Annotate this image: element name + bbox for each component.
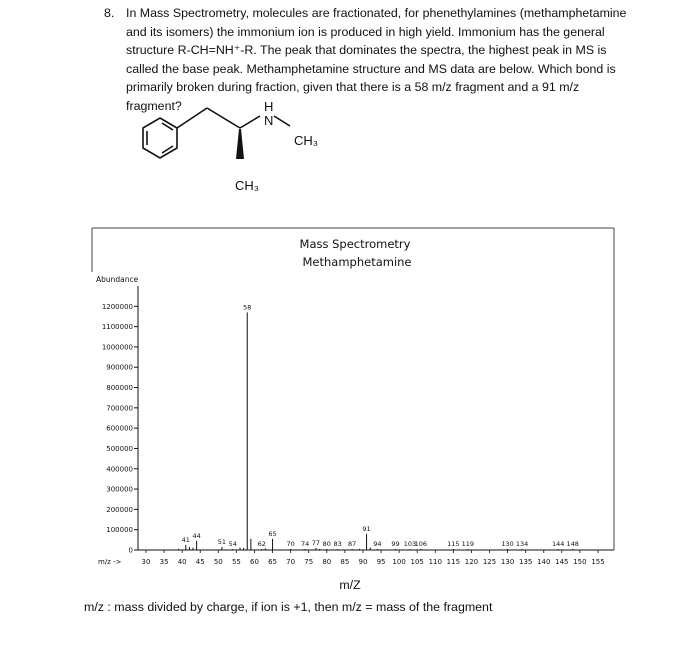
x-tick-label: 90	[358, 558, 368, 566]
alpha-methyl-label: CH₃	[235, 178, 260, 193]
peak-label: 70	[286, 540, 295, 548]
peak-label: 115	[447, 540, 460, 548]
n-methyl-label: CH₃	[294, 133, 319, 148]
x-tick-label: 120	[464, 558, 479, 566]
peak-label: 74	[300, 540, 310, 548]
x-tick-label: 110	[428, 558, 442, 566]
y-ticks	[102, 303, 138, 555]
x-tick-label: 105	[410, 558, 424, 566]
x-tick-label: 95	[376, 558, 386, 566]
x-tick-label: 70	[286, 558, 296, 566]
y-tick-label: 200000	[106, 505, 133, 514]
peak-label: 106	[414, 540, 428, 548]
x-tick-label: 65	[268, 558, 278, 566]
peak-label: 77	[311, 538, 321, 547]
peak-label: 58	[243, 303, 252, 312]
question-number: 8.	[104, 6, 115, 20]
x-tick-label: 30	[141, 558, 151, 566]
y-tick-label: 900000	[106, 363, 133, 372]
wedge-bond	[236, 129, 244, 159]
peaks	[179, 303, 579, 550]
y-tick-label: 1200000	[101, 302, 133, 311]
x-tick-label: 135	[518, 558, 533, 566]
x-tick-label: 85	[340, 558, 350, 566]
x-tick-label: 50	[213, 558, 223, 566]
x-tick-label: 60	[250, 558, 259, 566]
peak-label: 103	[403, 540, 417, 548]
peak-label: 91	[362, 524, 371, 533]
y-axis-label: Abundance	[96, 275, 139, 284]
x-tick-label: 150	[573, 558, 587, 566]
y-tick-label: 0	[128, 546, 133, 555]
mass-spectrum-chart	[86, 224, 618, 576]
y-tick-label: 300000	[106, 485, 133, 494]
x-tick-label: 45	[195, 558, 205, 566]
benzene-ring	[143, 118, 177, 158]
x-tick-label: 75	[304, 558, 314, 566]
peak-label: 54	[228, 540, 237, 548]
y-tick-label: 1000000	[101, 343, 133, 352]
y-tick-label: 600000	[106, 424, 133, 433]
peak-label: 99	[391, 540, 400, 548]
peak-label: 62	[257, 540, 266, 548]
peak-label: 94	[373, 540, 382, 548]
amine-hydrogen-label: H	[264, 99, 274, 114]
peak-label: 148	[566, 540, 579, 548]
x-tick-label: 40	[177, 558, 187, 566]
amine-nitrogen-label: N	[264, 113, 274, 128]
peak-label: 134	[515, 540, 529, 548]
chart-subtitle: Methamphetamine	[302, 255, 412, 269]
chart-title: Mass Spectrometry	[299, 237, 411, 251]
peak-label: 51	[217, 537, 227, 546]
footnote: m/z : mass divided by charge, if ion is +1, then m/z = mass of the fragment	[84, 600, 493, 614]
question-text: In Mass Spectrometry, molecules are fractionated, for phenethylamines (methamphetamine and its isomers) the immonium ion is produced in high yield. Immonium has the general structure R-CH=NH⁺-R. The peak that dominates the spectra, the highest peak in MS is called the base peak. Methamphetamine structure and MS data are below. Which bond is primarily broken during fraction, given that there is a 58 m/z fragment and a 91 m/z fragment?	[126, 6, 627, 113]
x-axis-prefix: m/z ->	[98, 558, 122, 566]
peak-label: 119	[461, 540, 475, 548]
x-tick-label: 100	[392, 558, 406, 566]
y-tick-label: 800000	[106, 384, 133, 393]
x-tick-label: 35	[159, 558, 169, 566]
y-tick-label: 700000	[106, 404, 133, 413]
methamphetamine-structure	[130, 96, 330, 196]
y-tick-label: 1100000	[101, 323, 133, 332]
peak-label: 41	[181, 535, 190, 544]
y-tick-label: 500000	[106, 444, 133, 453]
y-tick-label: 100000	[106, 526, 133, 535]
x-tick-label: 80	[322, 558, 332, 566]
x-tick-label: 145	[555, 558, 569, 566]
peak-label: 44	[192, 531, 201, 540]
x-tick-label: 55	[231, 558, 241, 566]
peak-label: 83	[333, 540, 342, 548]
x-tick-label: 140	[537, 558, 551, 566]
peak-label: 130	[501, 540, 514, 548]
x-axis-caption: m/Z	[339, 578, 361, 592]
peak-label: 80	[322, 540, 331, 548]
x-tick-label: 115	[446, 558, 461, 566]
peak-label: 87	[347, 540, 357, 548]
y-tick-label: 400000	[106, 465, 133, 474]
peak-label: 144	[552, 540, 565, 548]
x-tick-label: 155	[591, 558, 605, 566]
x-tick-label: 130	[500, 558, 515, 566]
x-ticks	[142, 550, 605, 566]
peak-label: 65	[268, 529, 277, 538]
x-tick-label: 125	[482, 558, 497, 566]
